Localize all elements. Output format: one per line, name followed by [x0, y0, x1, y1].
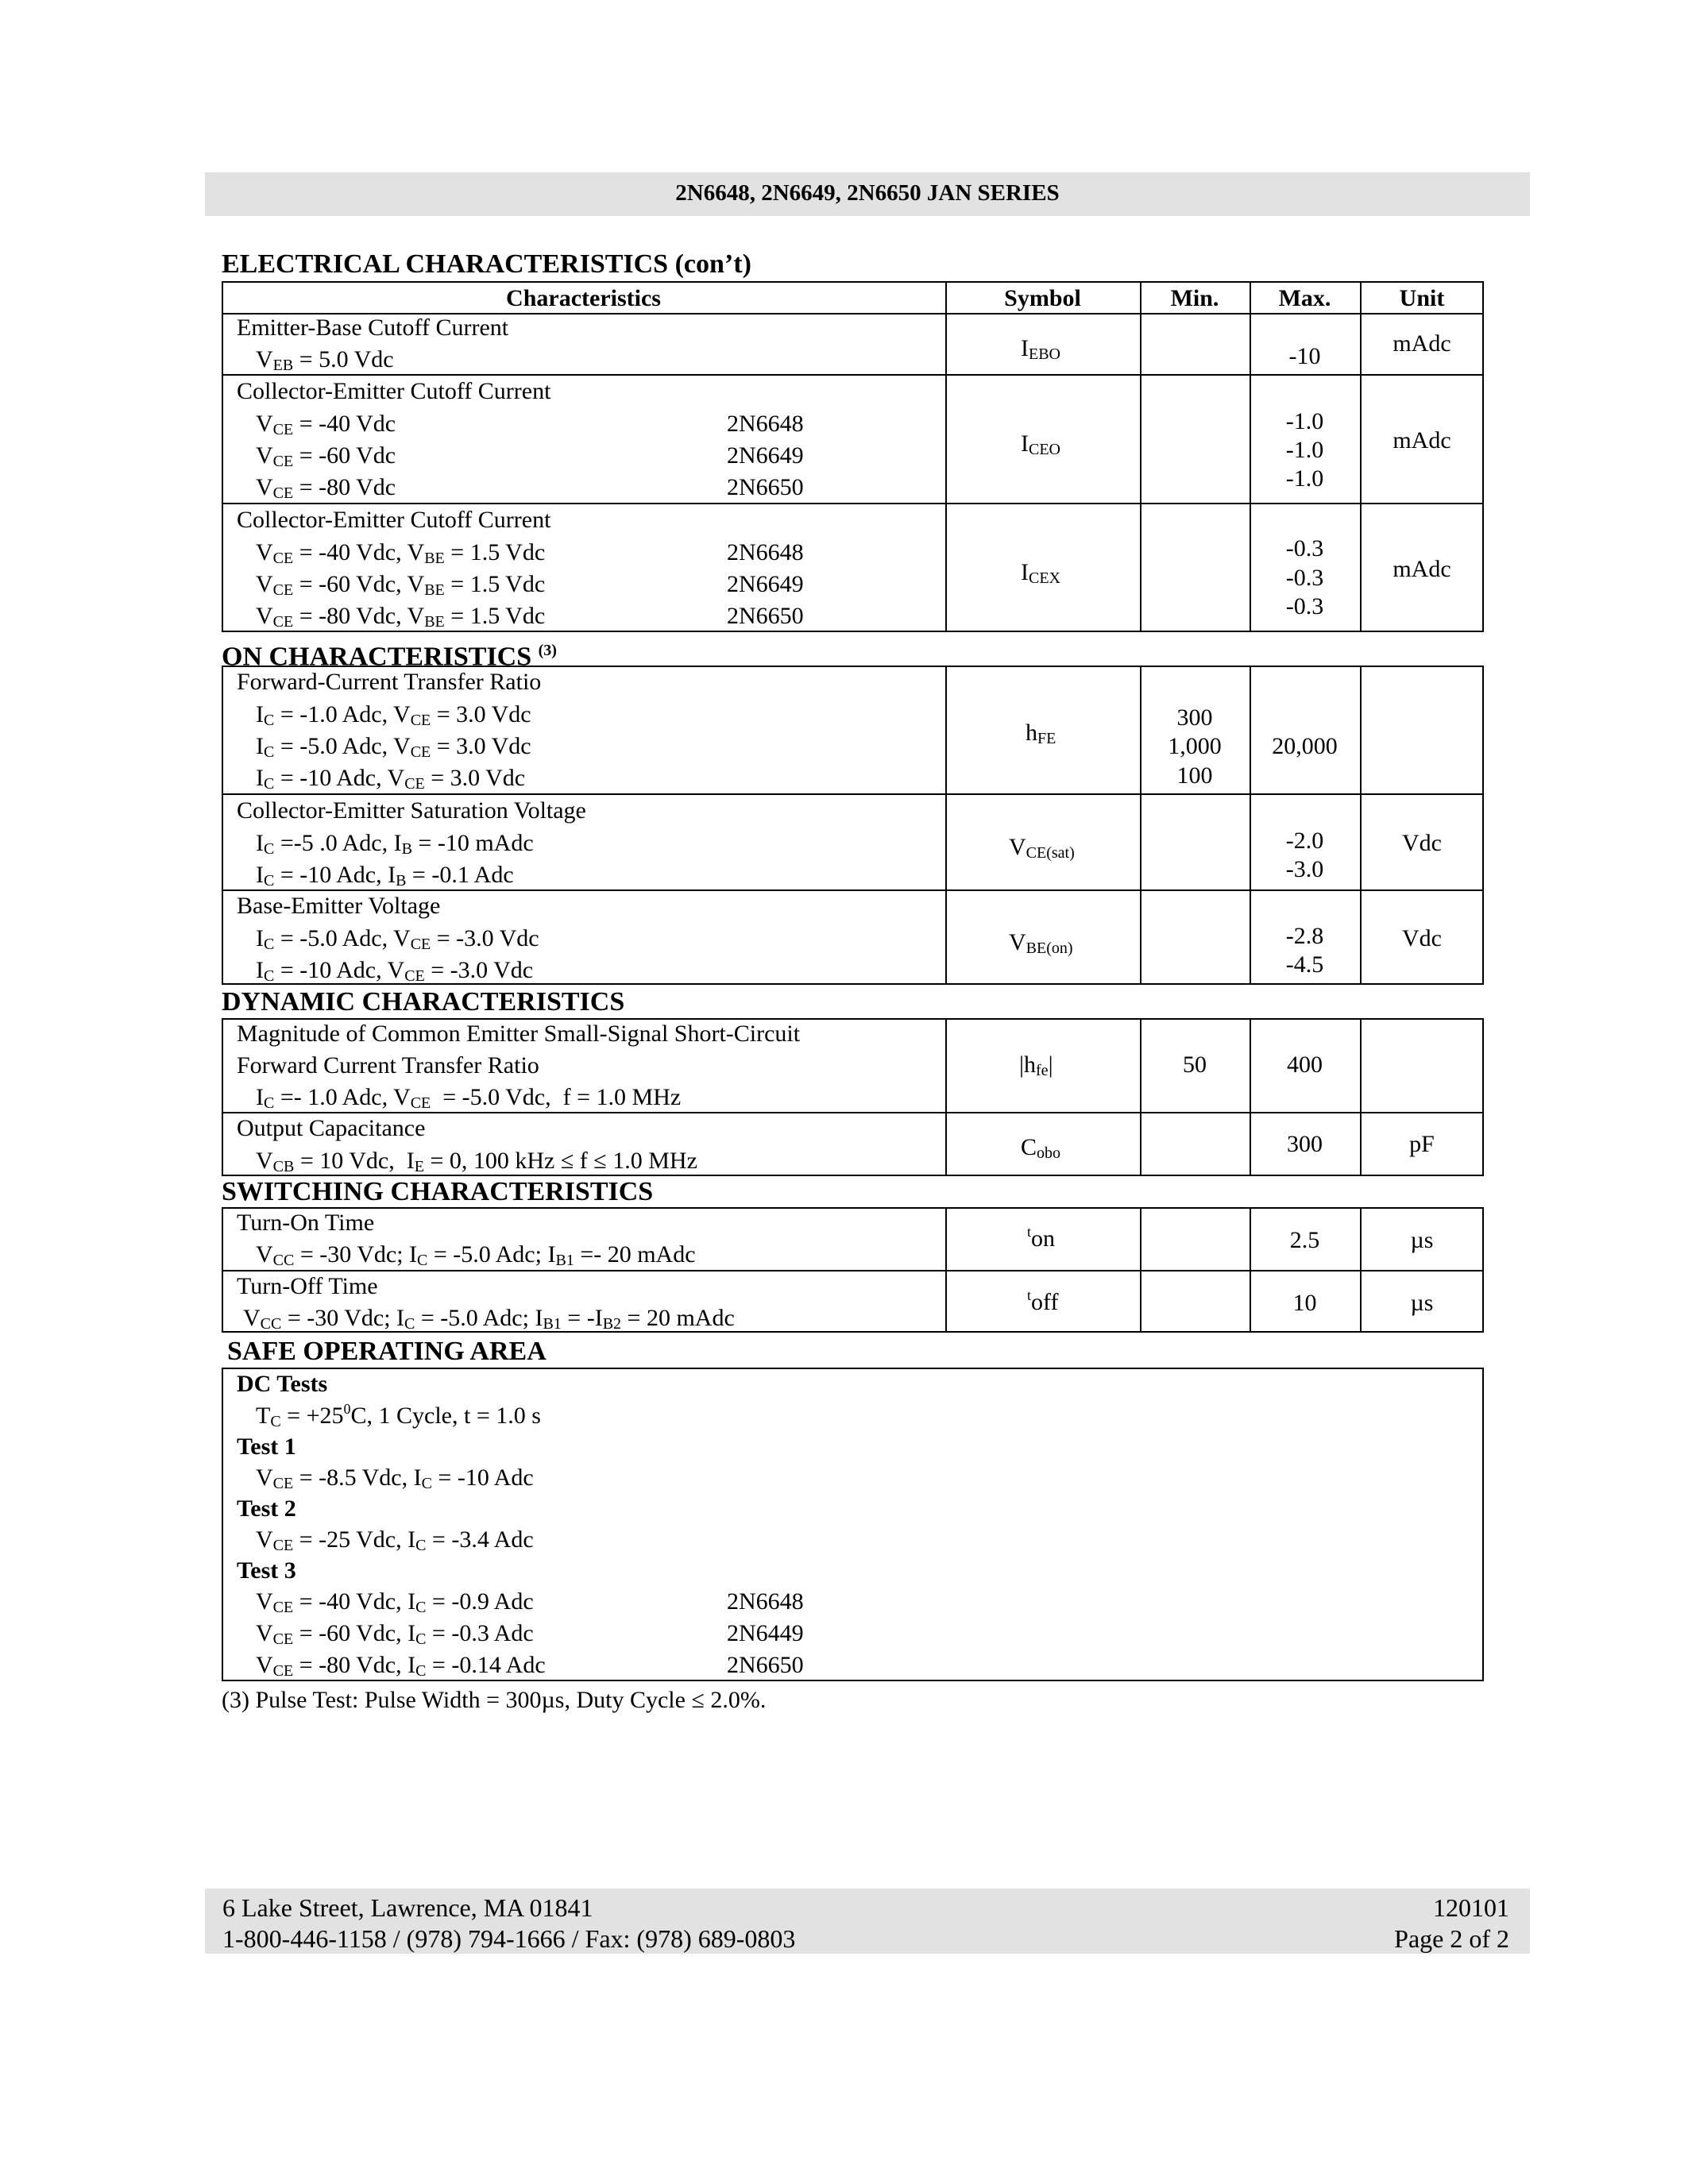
row-hfe-cond-1: $I_C = -1.0$ Adc, $V_{CE} = 3.0$ Vdc — [256, 701, 531, 729]
row-iceo-cond-3: $V_{CE} = -80$ Vdc — [256, 474, 396, 502]
row-hfe-small-cond: $I_C =- 1.0$ Adc, $V_{CE} = -5.0$ Vdc, f = 1.0 MHz — [256, 1084, 682, 1112]
soa-test1-cond: $V_{CE} = -8.5$ Vdc, $I_C = -10$ Adc — [256, 1464, 534, 1492]
row-icex-title: Collector-Emitter Cutoff Current — [237, 507, 551, 533]
row-cobo-max: 300 — [1287, 1131, 1323, 1157]
row-iebo-max: -10 — [1288, 343, 1321, 369]
row-iceo-max-1: -1.0 — [1285, 408, 1324, 434]
section-soa-title: SAFE OPERATING AREA — [227, 1337, 547, 1366]
table-divider — [222, 374, 1484, 376]
row-hfe-small-title-2: Forward Current Transfer Ratio — [237, 1052, 539, 1078]
header-band — [205, 172, 1530, 216]
row-hfe-max: 20,000 — [1272, 733, 1338, 759]
row-iebo-unit: mAdc — [1393, 330, 1451, 357]
page-title: 2N6648, 2N6649, 2N6650 JAN SERIES — [675, 180, 1060, 206]
row-iebo-title: Emitter-Base Cutoff Current — [237, 314, 509, 341]
section-dynamic-title: DYNAMIC CHARACTERISTICS — [222, 987, 625, 1017]
row-ton-max: 2.5 — [1289, 1227, 1320, 1253]
row-hfe-small-title-1: Magnitude of Common Emitter Small-Signal Short-Circuit — [237, 1021, 801, 1047]
row-icex-cond-2: $V_{CE} = -60$ Vdc, $V_{BE} = 1.5$ Vdc — [256, 571, 546, 599]
device-label: 2N6649 — [727, 442, 804, 469]
soa-test3: Test 3 — [237, 1557, 296, 1584]
col-symbol: Symbol — [1004, 285, 1081, 311]
symbol-vcesat: $V_{CE(sat)}$ — [1009, 834, 1075, 862]
row-vbeon-cond-1: $I_C = -5.0$ Adc, $V_{CE} = -3.0$ Vdc — [256, 925, 539, 953]
soa-test1: Test 1 — [237, 1433, 296, 1460]
row-vcesat-unit: Vdc — [1402, 830, 1442, 856]
device-label: 2N6650 — [727, 474, 804, 500]
row-cobo-title: Output Capacitance — [237, 1115, 426, 1141]
row-hfe-small-max: 400 — [1287, 1051, 1323, 1078]
symbol-hfe-small: $|h_{fe}|$ — [1019, 1051, 1053, 1079]
table-divider — [222, 793, 1484, 795]
row-hfe-min-1: 300 — [1176, 704, 1213, 731]
soa-test3-cond-3: $V_{CE} = -80$ Vdc, $I_C = -0.14$ Adc — [256, 1652, 546, 1680]
row-icex-max-1: -0.3 — [1285, 535, 1324, 561]
column-divider — [945, 281, 947, 632]
soa-device: 2N6648 — [727, 1588, 804, 1615]
soa-test2-cond: $V_{CE} = -25$ Vdc, $I_C = -3.4$ Adc — [256, 1526, 534, 1554]
row-vcesat-cond-1: $I_C =-5$ .0 Adc, $I_B = -10$ mAdc — [256, 830, 534, 858]
section-switching-title: SWITCHING CHARACTERISTICS — [222, 1177, 654, 1206]
soa-test3-cond-2: $V_{CE} = -60$ Vdc, $I_C = -0.3$ Adc — [256, 1620, 534, 1648]
row-toff-max: 10 — [1292, 1290, 1317, 1316]
row-vcesat-title: Collector-Emitter Saturation Voltage — [237, 797, 586, 824]
row-cobo-cond: $V_{CB} = 10$ Vdc, $I_E = 0$, 100 kHz ≤ f ≤ 1.0 MHz — [256, 1148, 697, 1175]
table-divider — [222, 503, 1484, 504]
row-iceo-title: Collector-Emitter Cutoff Current — [237, 378, 551, 404]
soa-device: 2N6449 — [727, 1620, 804, 1646]
footer-address: 6 Lake Street, Lawrence, MA 01841 — [222, 1893, 593, 1922]
column-divider — [1140, 1018, 1141, 1176]
section-on-title: ON CHARACTERISTICS $^{(3)}$ — [222, 642, 557, 672]
row-vbeon-unit: Vdc — [1402, 925, 1442, 951]
symbol-toff: $^t$off — [1027, 1287, 1059, 1315]
row-vbeon-cond-2: $I_C = -10$ Adc, $V_{CE} = -3.0$ Vdc — [256, 957, 534, 985]
row-hfe-title: Forward-Current Transfer Ratio — [237, 669, 542, 695]
col-characteristics: Characteristics — [506, 285, 661, 311]
row-icex-cond-1: $V_{CE} = -40$ Vdc, $V_{BE} = 1.5$ Vdc — [256, 539, 546, 567]
row-icex-unit: mAdc — [1393, 556, 1451, 582]
row-hfe-cond-3: $I_C = -10$ Adc, $V_{CE} = 3.0$ Vdc — [256, 765, 526, 793]
row-icex-max-2: -0.3 — [1285, 565, 1324, 591]
section-electrical-title: ELECTRICAL CHARACTERISTICS (con’t) — [222, 249, 751, 279]
column-divider — [1140, 1207, 1141, 1333]
row-vcesat-cond-2: $I_C = -10$ Adc, $I_B = -0.1$ Adc — [256, 862, 514, 889]
row-ton-cond: $V_{CC} = -30$ Vdc; $I_C = -5.0$ Adc; $I_{B1} =- 20$ mAdc — [256, 1241, 696, 1269]
symbol-icex: $I_{CEX}$ — [1021, 559, 1060, 587]
footer-code: 120101 — [1433, 1893, 1509, 1922]
column-divider — [1140, 281, 1141, 632]
col-min: Min. — [1170, 285, 1219, 311]
row-toff-unit: µs — [1410, 1290, 1434, 1316]
row-hfe-min-2: 1,000 — [1168, 733, 1222, 759]
row-icex-cond-3: $V_{CE} = -80$ Vdc, $V_{BE} = 1.5$ Vdc — [256, 603, 546, 631]
table-divider — [222, 889, 1484, 891]
row-iceo-unit: mAdc — [1393, 427, 1451, 453]
device-label: 2N6649 — [727, 571, 804, 597]
soa-dc-cond: $T_C = +25^0C$, 1 Cycle, t = 1.0 s — [256, 1401, 541, 1430]
row-toff-title: Turn-Off Time — [237, 1273, 378, 1299]
footer-phone: 1-800-446-1158 / (978) 794-1666 / Fax: (978) 689-0803 — [222, 1924, 796, 1953]
row-ton-unit: µs — [1410, 1227, 1434, 1253]
row-vbeon-title: Base-Emitter Voltage — [237, 893, 441, 919]
soa-test2: Test 2 — [237, 1495, 296, 1522]
row-vbeon-max-2: -4.5 — [1285, 951, 1324, 978]
col-unit: Unit — [1399, 285, 1445, 311]
footer-page-number: Page 2 of 2 — [1394, 1924, 1509, 1953]
column-divider — [945, 1018, 947, 1176]
row-hfe-cond-2: $I_C = -5.0$ Adc, $V_{CE} = 3.0$ Vdc — [256, 733, 531, 761]
symbol-hfe: $h_{FE}$ — [1026, 720, 1056, 747]
row-toff-cond: $V_{CC} = -30$ Vdc; $I_C = -5.0$ Adc; $I_{B1} = -I_{B2} = 20$ mAdc — [243, 1305, 735, 1333]
row-iceo-max-3: -1.0 — [1285, 465, 1324, 492]
row-icex-max-3: -0.3 — [1285, 593, 1324, 619]
row-hfe-small-min: 50 — [1183, 1051, 1207, 1078]
soa-dc-tests: DC Tests — [237, 1371, 328, 1397]
row-hfe-min-3: 100 — [1176, 762, 1213, 789]
row-cobo-unit: pF — [1409, 1131, 1435, 1157]
device-label: 2N6650 — [727, 603, 804, 629]
symbol-ton: $^t$on — [1027, 1224, 1056, 1252]
soa-device: 2N6650 — [727, 1652, 804, 1678]
soa-test3-cond-1: $V_{CE} = -40$ Vdc, $I_C = -0.9$ Adc — [256, 1588, 534, 1616]
row-iebo-condition: $V_{EB} = 5.0$ Vdc — [256, 346, 394, 374]
row-vcesat-max-1: -2.0 — [1285, 828, 1324, 854]
row-iceo-cond-2: $V_{CE} = -60$ Vdc — [256, 442, 396, 470]
row-iceo-cond-1: $V_{CE} = -40$ Vdc — [256, 411, 396, 438]
row-vcesat-max-2: -3.0 — [1285, 856, 1324, 882]
column-divider — [945, 1207, 947, 1333]
col-max: Max. — [1278, 285, 1331, 311]
row-ton-title: Turn-On Time — [237, 1210, 375, 1236]
row-vbeon-max-1: -2.8 — [1285, 923, 1324, 949]
device-label: 2N6648 — [727, 411, 804, 437]
table-divider — [222, 1112, 1484, 1113]
row-iceo-max-2: -1.0 — [1285, 437, 1324, 463]
table-divider — [222, 1270, 1484, 1271]
symbol-iebo: $I_{EBO}$ — [1021, 335, 1060, 363]
column-divider — [945, 666, 947, 985]
device-label: 2N6648 — [727, 539, 804, 565]
footnote: (3) Pulse Test: Pulse Width = 300µs, Duty Cycle ≤ 2.0%. — [222, 1687, 767, 1713]
symbol-cobo: $C_{obo}$ — [1021, 1134, 1061, 1162]
symbol-vbeon: $V_{BE(on)}$ — [1009, 929, 1073, 957]
symbol-iceo: $I_{CEO}$ — [1021, 430, 1060, 458]
